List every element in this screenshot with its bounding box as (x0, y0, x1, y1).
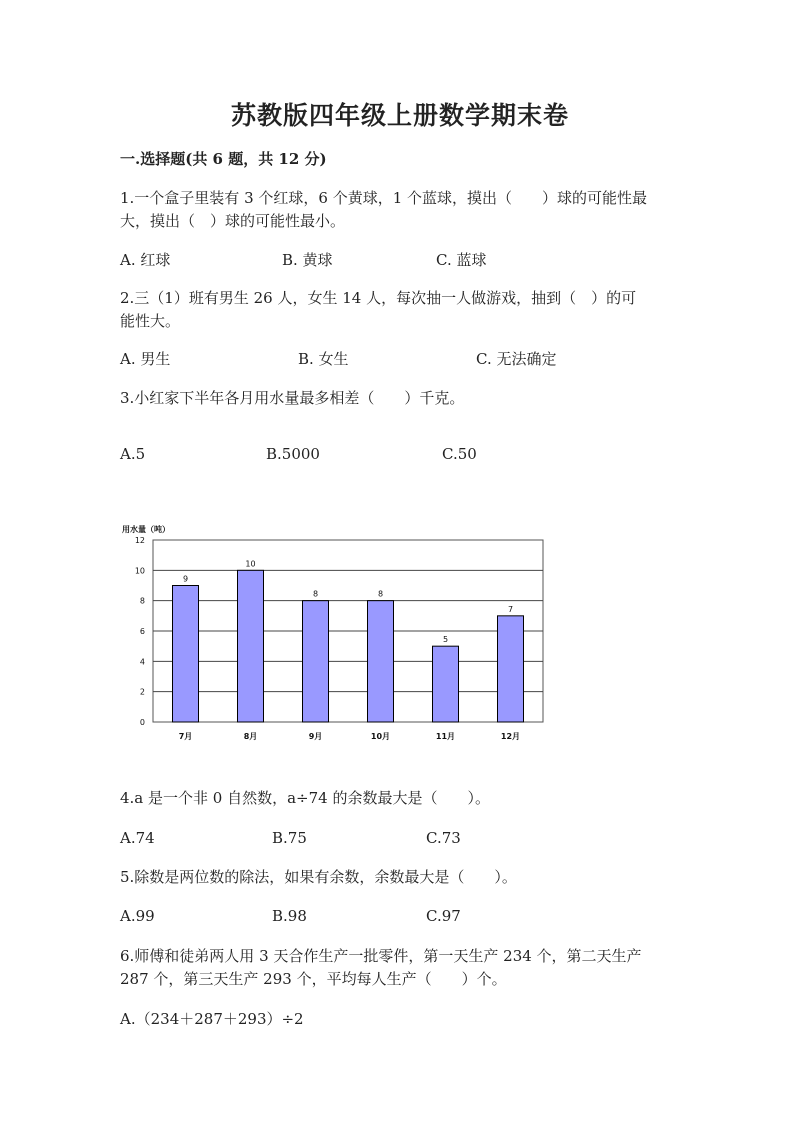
y-tick-label: 2 (139, 687, 145, 697)
question-1-option-c: C. 蓝球 (436, 251, 487, 269)
question-3-text-line1: 3.小红家下半年各月用水量最多相差（ ）千克。 (120, 389, 465, 407)
question-6 (120, 945, 680, 991)
question-3-option-c: C.50 (442, 445, 477, 463)
question-1-text-line2: 大，摸出（ ）球的可能性最小。 (120, 212, 346, 230)
question-4 (120, 787, 680, 810)
question-5-option-c: C.97 (426, 907, 461, 925)
question-2-text-line1: 2.三（1）班有男生 26 人，女生 14 人，每次抽一人做游戏，抽到（ ）的可 (120, 289, 637, 307)
question-3-option-b: B.5000 (266, 445, 320, 463)
question-4-option-a: A.74 (120, 829, 155, 847)
x-tick-label: 7月 (178, 732, 193, 741)
x-tick-label: 12月 (500, 732, 521, 741)
question-1-option-a: A. 红球 (120, 251, 171, 269)
page-title: 苏教版四年级上册数学期末卷 (230, 101, 569, 130)
question-1 (120, 187, 680, 233)
question-4-option-b: B.75 (272, 829, 307, 847)
bar (433, 646, 459, 722)
data-label: 8 (377, 589, 384, 599)
y-tick-label: 6 (139, 627, 145, 636)
data-label: 10 (245, 559, 256, 569)
question-5-option-a: A.99 (120, 907, 155, 925)
data-label: 8 (312, 589, 319, 599)
question-2-option-a: A. 男生 (120, 350, 171, 368)
y-axis-title: 用水量（吨） (122, 525, 170, 534)
question-4-option-c: C.73 (426, 829, 461, 847)
question-1-option-b: B. 黄球 (282, 251, 333, 269)
question-2-option-c: C. 无法确定 (476, 350, 557, 368)
section-heading: 一.选择题(共 6 题，共 12 分) (120, 150, 327, 168)
bar (303, 601, 329, 722)
y-tick-label: 12 (134, 536, 145, 545)
data-label: 5 (442, 635, 449, 645)
y-tick-label: 10 (134, 566, 145, 576)
question-2-option-b: B. 女生 (298, 350, 349, 368)
data-label: 7 (507, 604, 514, 614)
bar (238, 570, 264, 722)
question-6-option-a: A.（234＋287＋293）÷2 (120, 1010, 304, 1028)
bar (498, 616, 524, 722)
question-5 (120, 866, 680, 889)
question-1-text-line1: 1.一个盒子里装有 3 个红球，6 个黄球，1 个蓝球，摸出（ ）球的可能性最 (120, 189, 648, 207)
data-label: 9 (182, 574, 189, 584)
question-2 (120, 287, 680, 333)
question-5-text-line1: 5.除数是两位数的除法，如果有余数，余数最大是（ ）。 (120, 868, 517, 886)
water-usage-chart (118, 522, 558, 752)
bar (368, 601, 394, 722)
question-6-text-line2: 287 个，第三天生产 293 个，平均每人生产（ ）个。 (120, 970, 507, 988)
x-tick-label: 10月 (370, 732, 391, 741)
question-2-text-line2: 能性大。 (120, 312, 181, 330)
y-tick-label: 4 (139, 657, 145, 667)
x-tick-label: 11月 (435, 732, 456, 741)
x-tick-label: 9月 (308, 732, 323, 741)
y-tick-label: 8 (139, 596, 145, 606)
bar (173, 586, 199, 723)
question-5-option-b: B.98 (272, 907, 307, 925)
x-tick-label: 8月 (243, 732, 258, 741)
question-4-text-line1: 4.a 是一个非 0 自然数，a÷74 的余数最大是（ ）。 (120, 789, 490, 807)
question-3-option-a: A.5 (120, 445, 146, 463)
question-3 (120, 387, 680, 410)
y-tick-label: 0 (139, 718, 145, 727)
question-6-text-line1: 6.师傅和徒弟两人用 3 天合作生产一批零件，第一天生产 234 个，第二天生产 (120, 947, 642, 965)
